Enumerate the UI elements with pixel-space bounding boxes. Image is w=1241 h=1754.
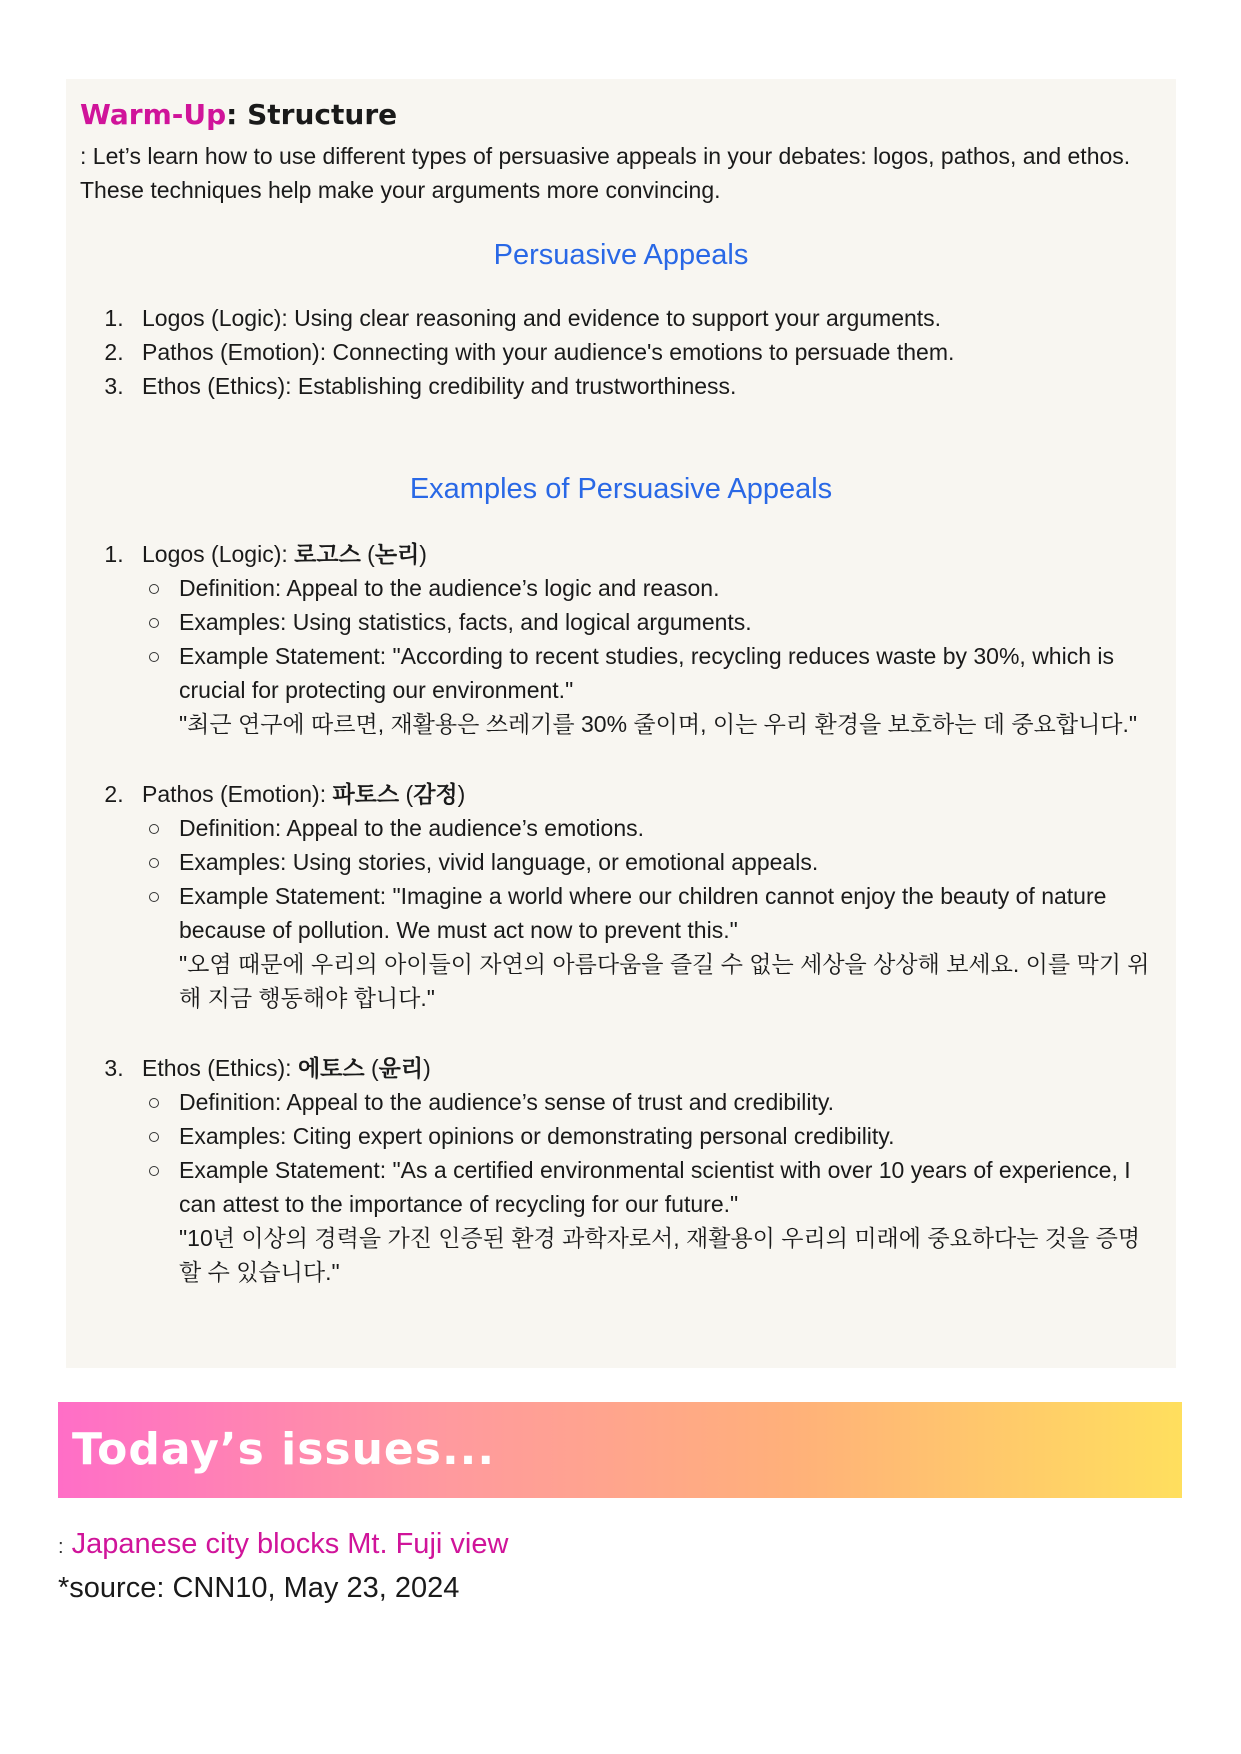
example-statement <box>142 879 1162 1015</box>
example-ko-meaning: 윤리 <box>378 1055 424 1081</box>
example-examples: Examples: Using statistics, facts, and logical arguments. <box>142 605 1162 639</box>
persuasive-appeals-heading: Persuasive Appeals <box>493 239 749 271</box>
statement-ko: "오염 때문에 우리의 아이들이 자연의 아름다움을 즐길 수 없는 세상을 상상해 보세요. 이를 막기 위해 지금 행동해야 합니다." <box>179 951 1150 1011</box>
paren-open: ( <box>360 541 375 567</box>
list-item: 2. Pathos (Emotion): Connecting with your audience's emotions to persuade them. <box>130 335 1162 369</box>
example-definition: Definition: Appeal to the audience’s sense of trust and credibility. <box>142 1085 1162 1119</box>
examples-list <box>80 537 1162 1289</box>
statement-en: Example Statement: "Imagine a world where our children cannot enjoy the beauty of nature because of pollution. We must act now to prevent this." <box>179 883 1107 943</box>
todays-issues-banner <box>58 1402 1182 1498</box>
example-statement <box>142 1153 1162 1289</box>
paren-open: ( <box>399 781 414 807</box>
paren-close: ) <box>419 541 427 567</box>
persuasive-appeals-list <box>80 301 1162 403</box>
example-definition: Definition: Appeal to the audience’s logic and reason. <box>142 571 1162 605</box>
example-label: Ethos (Ethics): <box>142 1055 298 1081</box>
example-pathos <box>130 777 1162 1015</box>
warmup-title <box>80 95 1162 135</box>
statement-en: Example Statement: "As a certified environmental scientist with over 10 years of experience, I can attest to the importance of recycling for our future." <box>179 1157 1131 1217</box>
statement-ko: "10년 이상의 경력을 가진 인증된 환경 과학자로서, 재활용이 우리의 미래에 중요하다는 것을 증명할 수 있습니다." <box>179 1225 1141 1285</box>
warmup-title-rest: : Structure <box>226 98 398 131</box>
warmup-card <box>66 79 1176 1368</box>
examples-heading: Examples of Persuasive Appeals <box>409 473 833 505</box>
list-item: 1. Logos (Logic): Using clear reasoning and evidence to support your arguments. <box>130 301 1162 335</box>
example-label: Logos (Logic): <box>142 541 295 567</box>
example-details <box>142 811 1162 1015</box>
paren-close: ) <box>457 781 466 807</box>
example-logos <box>130 537 1162 741</box>
warmup-intro: : Let’s learn how to use different types of persuasive appeals in your debates: logos, pathos, and ethos. These techniques help make your arguments more convincing. <box>80 143 1131 203</box>
example-statement <box>142 639 1162 741</box>
example-ko-meaning: 감정 <box>413 781 458 807</box>
statement-ko: "최근 연구에 따르면, 재활용은 쓰레기를 30% 줄이며, 이는 우리 환경을 보호하는 데 중요합니다." <box>179 711 1138 737</box>
statement-en: Example Statement: "According to recent studies, recycling reduces waste by 30%, which is crucial for protecting our environment." <box>179 643 1114 703</box>
example-details <box>142 1085 1162 1289</box>
example-definition: Definition: Appeal to the audience’s emotions. <box>142 811 1162 845</box>
issue-line <box>58 1524 508 1567</box>
example-ko-name: 에토스 <box>297 1055 365 1081</box>
example-examples: Examples: Using stories, vivid language, or emotional appeals. <box>142 845 1162 879</box>
paren-close: ) <box>423 1055 431 1081</box>
example-ko-name: 파토스 <box>332 781 400 807</box>
warmup-title-accent: Warm-Up <box>80 98 227 131</box>
issue-prefix: : <box>58 1536 64 1558</box>
example-label: Pathos (Emotion): <box>142 781 333 807</box>
example-ko-meaning: 논리 <box>374 541 420 567</box>
example-ko-name: 로고스 <box>294 541 361 567</box>
example-examples: Examples: Citing expert opinions or demonstrating personal credibility. <box>142 1119 1162 1153</box>
example-details <box>142 571 1162 741</box>
example-ethos <box>130 1051 1162 1289</box>
list-item: 3. Ethos (Ethics): Establishing credibility and trustworthiness. <box>130 369 1162 403</box>
banner-title: Today’s issues... <box>72 1424 496 1475</box>
paren-open: ( <box>364 1055 379 1081</box>
issue-source: *source: CNN10, May 23, 2024 <box>58 1572 460 1604</box>
issue-title: Japanese city blocks Mt. Fuji view <box>71 1528 509 1560</box>
